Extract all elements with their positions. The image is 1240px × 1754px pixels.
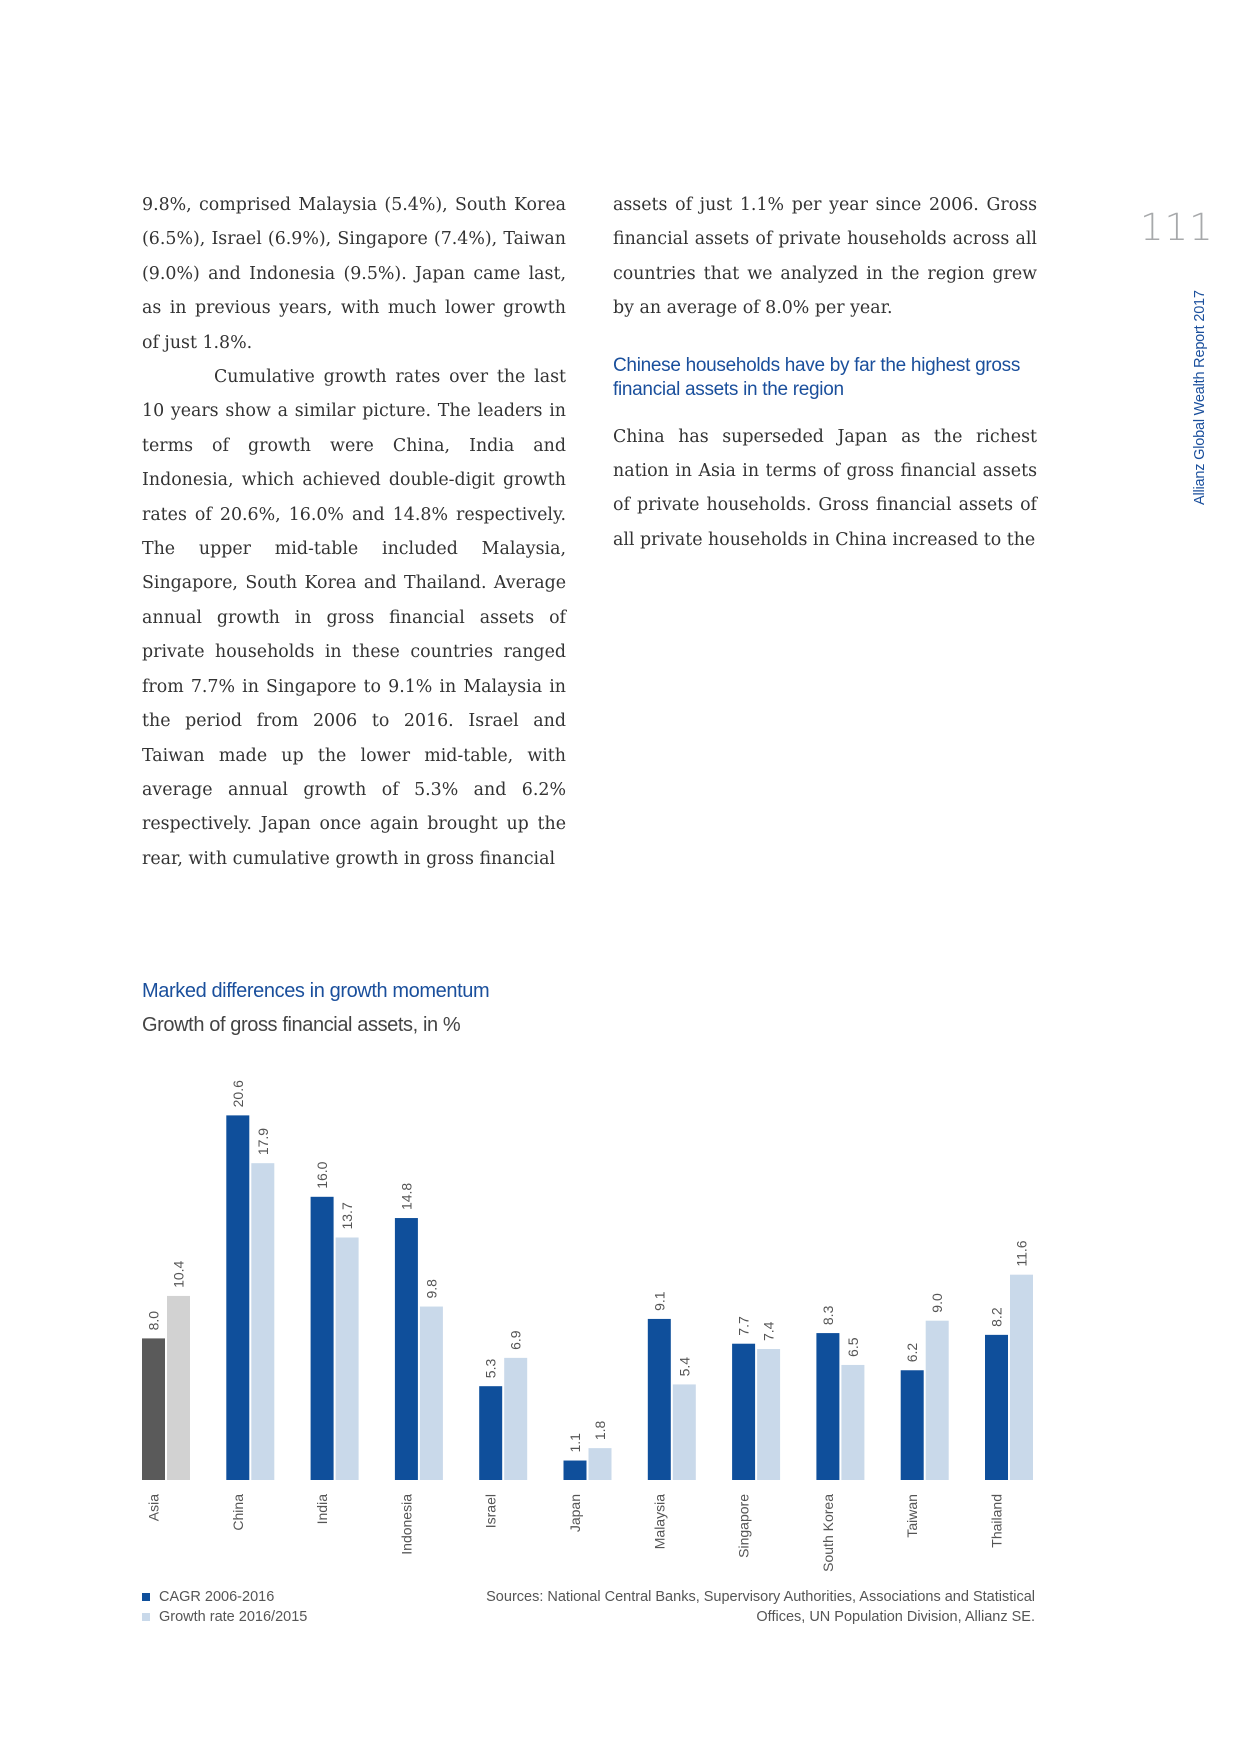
- bar-asia-series-1: [142, 1338, 165, 1480]
- bar-china-series-1: [226, 1115, 249, 1480]
- bar-malaysia-series-2: [673, 1384, 696, 1480]
- chart-sources: Sources: National Central Banks, Supervisory Authorities, Associations and Statistical Offices, UN Population Division, Allianz SE.: [486, 1589, 1035, 1625]
- legend-item-growth-rate: [142, 1607, 307, 1627]
- paragraph: China has superseded Japan as the richest nation in Asia in terms of gross financial assets of private households. Gross financial assets of all private households in China increased to the: [613, 426, 1037, 550]
- bar-asia-series-2: [167, 1296, 190, 1480]
- legend-swatch: [142, 1593, 150, 1601]
- text-column-left: [142, 188, 566, 876]
- category-label: Indonesia: [398, 1494, 415, 1555]
- bar-taiwan-series-2: [926, 1321, 949, 1480]
- data-label: 6.9: [507, 1330, 524, 1350]
- data-label: 10.4: [170, 1260, 187, 1288]
- bar-singapore-series-2: [757, 1349, 780, 1480]
- bar-india-series-2: [336, 1238, 359, 1480]
- bar-singapore-series-1: [732, 1344, 755, 1480]
- bar-south-korea-series-1: [816, 1333, 839, 1480]
- data-label: 1.8: [592, 1420, 608, 1441]
- data-label: 5.3: [482, 1358, 499, 1379]
- data-label: 1.1: [567, 1433, 583, 1453]
- category-label: Israel: [482, 1494, 499, 1529]
- bar-japan-series-2: [589, 1448, 612, 1480]
- category-label: Japan: [567, 1494, 583, 1533]
- data-label: 8.2: [988, 1307, 1005, 1327]
- data-label: 7.7: [735, 1316, 752, 1336]
- legend-item-cagr: [142, 1587, 307, 1607]
- bar-indonesia-series-2: [420, 1307, 443, 1480]
- bar-china-series-2: [251, 1163, 274, 1480]
- bar-malaysia-series-1: [648, 1319, 671, 1480]
- legend-label: CAGR 2006-2016: [159, 1589, 275, 1605]
- data-label: 17.9: [254, 1127, 271, 1156]
- running-title: Allianz Global Wealth Report 2017: [1192, 290, 1208, 505]
- data-label: 7.4: [760, 1321, 777, 1342]
- bar-israel-series-2: [504, 1358, 527, 1480]
- chart-subtitle: Growth of gross financial assets, in %: [142, 1014, 461, 1036]
- bar-japan-series-1: [564, 1461, 587, 1480]
- data-label: 6.2: [904, 1342, 921, 1363]
- chart-legend: [142, 1587, 307, 1627]
- legend-label: Growth rate 2016/2015: [159, 1609, 308, 1625]
- text-column-right: [613, 188, 1037, 557]
- paragraph: Cumulative growth rates over the last 10 years show a similar picture. The leaders in terms of growth were China, India and Indonesia, which achieved double-digit growth rates of 20.6%, 16.0% and 14.8% respectively. The upper mid-table included Malaysia, Singapore, South Korea and Thailand. Average annual growth in gross financial assets of private households in these countries ranged from 7.7% in Singapore to 9.1% in Malaysia in the period from 2006 to 2016. Israel and Taiwan made up the lower mid-table, with average annual growth of 5.3% and 6.2% respectively. Japan once again brought up the rear, with cumulative growth in gross financial: [142, 367, 566, 869]
- bar-thailand-series-2: [1010, 1275, 1033, 1480]
- bar-south-korea-series-2: [841, 1365, 864, 1480]
- category-label: Thailand: [988, 1494, 1005, 1548]
- data-label: 5.4: [676, 1356, 693, 1377]
- category-label: Asia: [145, 1494, 162, 1522]
- category-label: India: [314, 1494, 331, 1525]
- bar-indonesia-series-1: [395, 1218, 418, 1480]
- data-label: 8.0: [145, 1310, 162, 1331]
- data-label: 11.6: [1013, 1240, 1030, 1267]
- data-label: 8.3: [819, 1305, 836, 1326]
- paragraph: assets of just 1.1% per year since 2006. Gross financial assets of private households across all countries that we analyzed in the region grew by an average of 8.0% per year.: [613, 195, 1037, 319]
- data-label: 9.0: [929, 1293, 946, 1313]
- category-label: Malaysia: [651, 1494, 668, 1550]
- data-label: 14.8: [398, 1182, 415, 1211]
- legend-swatch: [142, 1613, 150, 1621]
- category-label: Singapore: [735, 1494, 752, 1558]
- section-subheading: Chinese households have by far the highest gross financial assets in the region: [613, 354, 1021, 400]
- data-label: 13.7: [339, 1202, 356, 1230]
- data-label: 9.1: [651, 1291, 668, 1311]
- data-label: 16.0: [314, 1161, 331, 1189]
- bar-india-series-1: [311, 1197, 334, 1480]
- paragraph: 9.8%, comprised Malaysia (5.4%), South Korea (6.5%), Israel (6.9%), Singapore (7.4%), Taiwan (9.0%) and Indonesia (9.5%). Japan came last, as in previous years, with much lower growth of just 1.8%.: [142, 195, 566, 353]
- data-label: 9.8: [423, 1279, 440, 1299]
- category-label: South Korea: [819, 1494, 836, 1572]
- page-number: 111: [1140, 206, 1214, 249]
- chart-title: Marked differences in growth momentum: [142, 980, 490, 1002]
- category-label: China: [229, 1494, 246, 1531]
- bar-taiwan-series-1: [901, 1370, 924, 1480]
- bar-thailand-series-1: [985, 1335, 1008, 1480]
- bar-israel-series-1: [479, 1386, 502, 1480]
- data-label: 6.5: [844, 1337, 861, 1357]
- data-label: 20.6: [229, 1080, 246, 1108]
- category-label: Taiwan: [904, 1494, 921, 1538]
